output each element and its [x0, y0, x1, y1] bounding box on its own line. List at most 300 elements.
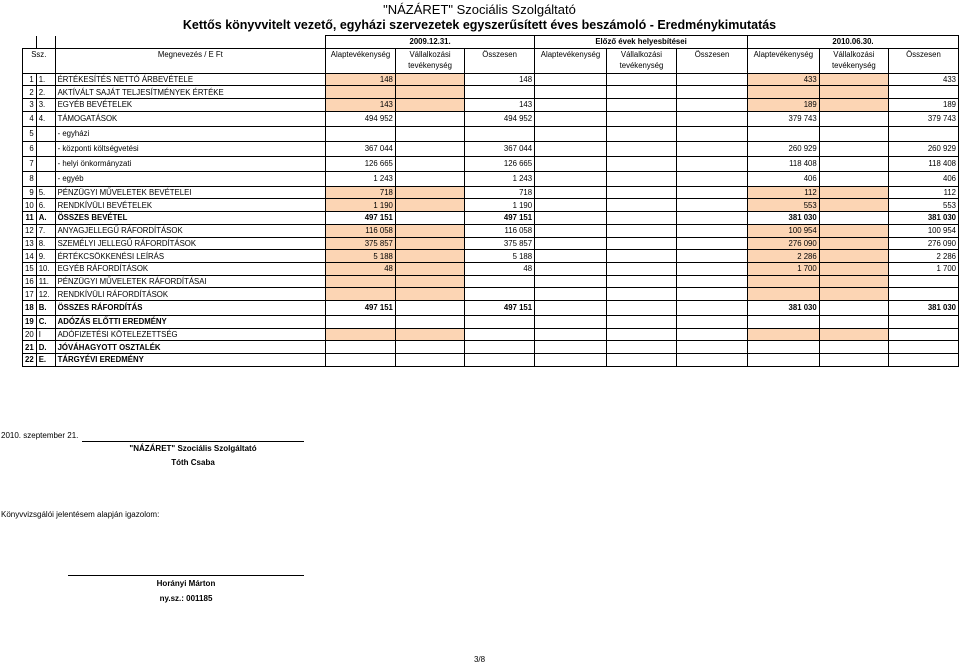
core-value-corr: [535, 212, 607, 225]
row-label: - egyházi: [55, 126, 326, 141]
table-row: [23, 250, 959, 263]
total-value-corr: [677, 199, 748, 212]
core-value-corr: [535, 315, 607, 328]
table-row: [23, 199, 959, 212]
table-row: [23, 126, 959, 141]
report-title: Kettős könyvvitelt vezető, egyházi szervezetek egyszerűsített éves beszámoló - Eredménykimutatás: [182, 18, 777, 32]
row-label: RENDKÍVÜLI RÁFORDÍTÁSOK: [55, 288, 326, 301]
business-value-2009: [395, 141, 464, 156]
business-value-2010: [819, 199, 888, 212]
business-value-2009: [395, 341, 464, 354]
period-2010-header: 2010.06.30.: [747, 36, 958, 49]
business-value-2010: [819, 99, 888, 112]
business-value-corr: [606, 156, 676, 171]
total-value-2009: 5 188: [465, 250, 535, 263]
row-number: 9: [23, 186, 37, 199]
total-value-2009: 497 151: [465, 212, 535, 225]
business-value-2009: [395, 224, 464, 237]
total-value-2010: [889, 288, 959, 301]
row-code: 9.: [36, 250, 55, 263]
total-value-2010: 406: [889, 171, 959, 186]
core-value-corr: [535, 99, 607, 112]
business-value-corr: [606, 199, 676, 212]
core-value-2009: 367 044: [326, 141, 396, 156]
core-value-corr: [535, 328, 607, 341]
row-label: TÁRGYÉVI EREDMÉNY: [55, 354, 326, 367]
table-row: [23, 275, 959, 288]
row-code: 11.: [36, 275, 55, 288]
table-row: [23, 156, 959, 171]
core-value-2009: [326, 354, 396, 367]
row-label: - egyéb: [55, 171, 326, 186]
row-code: 8.: [36, 237, 55, 250]
table-row: [23, 354, 959, 367]
business-value-2009: [395, 354, 464, 367]
core-value-2009: 1 243: [326, 171, 396, 186]
business-value-2010: [819, 237, 888, 250]
total-value-corr: [677, 156, 748, 171]
business-value-2009: [395, 315, 464, 328]
business-value-2009: [395, 199, 464, 212]
core-value-2010: [747, 86, 819, 99]
business-value-2010: [819, 288, 888, 301]
business-value-2010: [819, 186, 888, 199]
row-code: D.: [36, 341, 55, 354]
total-value-2010: [889, 354, 959, 367]
total-value-corr: [677, 171, 748, 186]
business-value-corr: [606, 186, 676, 199]
core-value-2010: 406: [747, 171, 819, 186]
core-value-2010: [747, 288, 819, 301]
business-value-corr: [606, 288, 676, 301]
core-value-2010: 553: [747, 199, 819, 212]
table-row: [23, 186, 959, 199]
total-value-corr: [677, 275, 748, 288]
total-value-2010: 260 929: [889, 141, 959, 156]
total-value-corr: [677, 288, 748, 301]
core-value-2009: 497 151: [326, 212, 396, 225]
business-value-corr: [606, 73, 676, 86]
row-number: 22: [23, 354, 37, 367]
col-core-2: Alaptevékenység: [535, 48, 607, 73]
total-value-2010: [889, 328, 959, 341]
core-value-2009: [326, 328, 396, 341]
col-business-2: Vállalkozási tevékenység: [606, 48, 676, 73]
business-value-2010: [819, 354, 888, 367]
total-value-2009: [465, 275, 535, 288]
total-value-2010: 112: [889, 186, 959, 199]
business-value-2009: [395, 156, 464, 171]
core-value-corr: [535, 354, 607, 367]
business-value-2010: [819, 86, 888, 99]
total-value-2010: 2 286: [889, 250, 959, 263]
core-value-2010: 2 286: [747, 250, 819, 263]
core-value-corr: [535, 111, 607, 126]
total-value-2009: 367 044: [465, 141, 535, 156]
total-value-corr: [677, 86, 748, 99]
row-number: 4: [23, 111, 37, 126]
business-value-2010: [819, 341, 888, 354]
row-code: 12.: [36, 288, 55, 301]
total-value-corr: [677, 99, 748, 112]
business-value-2010: [819, 156, 888, 171]
core-value-2009: 375 857: [326, 237, 396, 250]
core-value-2009: 5 188: [326, 250, 396, 263]
row-code: C.: [36, 315, 55, 328]
row-label: - helyi önkormányzati: [55, 156, 326, 171]
row-number: 14: [23, 250, 37, 263]
row-number: 8: [23, 171, 37, 186]
core-value-2009: 143: [326, 99, 396, 112]
business-value-corr: [606, 275, 676, 288]
page-number: 3/8: [473, 655, 486, 664]
total-value-2009: 494 952: [465, 111, 535, 126]
row-number: 13: [23, 237, 37, 250]
core-value-2010: [747, 126, 819, 141]
total-value-2009: 143: [465, 99, 535, 112]
table-row: [23, 99, 959, 112]
core-value-corr: [535, 199, 607, 212]
row-code: 6.: [36, 199, 55, 212]
business-value-corr: [606, 99, 676, 112]
business-value-2009: [395, 111, 464, 126]
business-value-2010: [819, 315, 888, 328]
col-ssz-header: Ssz.: [23, 48, 56, 73]
row-code: [36, 126, 55, 141]
row-code: B.: [36, 300, 55, 315]
period-2009-header: 2009.12.31.: [326, 36, 535, 49]
business-value-corr: [606, 315, 676, 328]
total-value-2009: [465, 86, 535, 99]
core-value-2009: [326, 288, 396, 301]
signature-date: 2010. szeptember 21.: [1, 431, 79, 440]
col-core-1: Alaptevékenység: [326, 48, 396, 73]
row-code: 2.: [36, 86, 55, 99]
row-number: 3: [23, 99, 37, 112]
total-value-2010: [889, 275, 959, 288]
core-value-2009: [326, 86, 396, 99]
table-row: [23, 141, 959, 156]
total-value-corr: [677, 328, 748, 341]
total-value-corr: [677, 224, 748, 237]
core-value-corr: [535, 250, 607, 263]
row-label: JÓVÁHAGYOTT OSZTALÉK: [55, 341, 326, 354]
signature-organization: "NÁZÁRET" Szociális Szolgáltató: [129, 444, 257, 453]
core-value-2010: 433: [747, 73, 819, 86]
total-value-corr: [677, 126, 748, 141]
signature-line: [82, 441, 304, 442]
row-label: ÉRTÉKESÍTÉS NETTÓ ÁRBEVÉTELE: [55, 73, 326, 86]
table-row: [23, 224, 959, 237]
business-value-2009: [395, 186, 464, 199]
auditor-name: Horányi Márton: [156, 579, 216, 588]
row-number: 7: [23, 156, 37, 171]
total-value-corr: [677, 300, 748, 315]
core-value-2010: 118 408: [747, 156, 819, 171]
row-label: PÉNZÜGYI MŰVELETEK RÁFORDÍTÁSAI: [55, 275, 326, 288]
row-label: EGYÉB BEVÉTELEK: [55, 99, 326, 112]
core-value-corr: [535, 300, 607, 315]
business-value-2009: [395, 171, 464, 186]
row-label: ADÓZÁS ELŐTTI EREDMÉNY: [55, 315, 326, 328]
core-value-corr: [535, 141, 607, 156]
core-value-2010: [747, 315, 819, 328]
organization-title: "NÁZÁRET" Szociális Szolgáltató: [383, 2, 576, 17]
table-row: [23, 111, 959, 126]
row-number: 12: [23, 224, 37, 237]
row-label: ÉRTÉKCSÖKKENÉSI LEÍRÁS: [55, 250, 326, 263]
core-value-corr: [535, 156, 607, 171]
row-code: 3.: [36, 99, 55, 112]
total-value-2010: 553: [889, 199, 959, 212]
business-value-2009: [395, 300, 464, 315]
business-value-2010: [819, 300, 888, 315]
row-number: 17: [23, 288, 37, 301]
core-value-corr: [535, 73, 607, 86]
total-value-2010: [889, 126, 959, 141]
business-value-2009: [395, 275, 464, 288]
business-value-corr: [606, 354, 676, 367]
row-code: 5.: [36, 186, 55, 199]
row-label: PÉNZÜGYI MŰVELETEK BEVÉTELEI: [55, 186, 326, 199]
core-value-2010: 260 929: [747, 141, 819, 156]
table-row: [23, 315, 959, 328]
total-value-2010: [889, 341, 959, 354]
signatory-name: Tóth Csaba: [171, 458, 215, 467]
row-code: [36, 156, 55, 171]
total-value-2009: 126 665: [465, 156, 535, 171]
total-value-2009: 1 243: [465, 171, 535, 186]
row-number: 16: [23, 275, 37, 288]
row-code: [36, 171, 55, 186]
row-number: 11: [23, 212, 37, 225]
row-number: 5: [23, 126, 37, 141]
core-value-2010: [747, 328, 819, 341]
row-number: 15: [23, 262, 37, 275]
row-code: I: [36, 328, 55, 341]
core-value-corr: [535, 171, 607, 186]
business-value-2009: [395, 237, 464, 250]
core-value-2010: [747, 275, 819, 288]
core-value-2009: 48: [326, 262, 396, 275]
core-value-corr: [535, 262, 607, 275]
total-value-2010: 433: [889, 73, 959, 86]
core-value-2010: 381 030: [747, 300, 819, 315]
business-value-2010: [819, 212, 888, 225]
business-value-2009: [395, 212, 464, 225]
auditor-registration: ny.sz.: 001185: [159, 594, 213, 603]
business-value-2009: [395, 126, 464, 141]
business-value-corr: [606, 341, 676, 354]
total-value-2009: [465, 288, 535, 301]
row-code: 10.: [36, 262, 55, 275]
total-value-2009: [465, 315, 535, 328]
row-code: E.: [36, 354, 55, 367]
total-value-2010: [889, 315, 959, 328]
business-value-2010: [819, 275, 888, 288]
total-value-corr: [677, 111, 748, 126]
total-value-2009: [465, 354, 535, 367]
table-row: [23, 288, 959, 301]
business-value-corr: [606, 250, 676, 263]
business-value-2009: [395, 328, 464, 341]
core-value-2010: 112: [747, 186, 819, 199]
business-value-corr: [606, 126, 676, 141]
business-value-2010: [819, 126, 888, 141]
table-row: [23, 341, 959, 354]
business-value-corr: [606, 262, 676, 275]
business-value-2009: [395, 99, 464, 112]
auditor-note: Könyvvizsgálói jelentésem alapján igazolom:: [1, 510, 160, 519]
row-label: EGYÉB RÁFORDÍTÁSOK: [55, 262, 326, 275]
row-code: 1.: [36, 73, 55, 86]
total-value-corr: [677, 141, 748, 156]
core-value-corr: [535, 224, 607, 237]
row-label: SZEMÉLYI JELLEGŰ RÁFORDÍTÁSOK: [55, 237, 326, 250]
auditor-signature-line: [68, 575, 304, 576]
col-core-3: Alaptevékenység: [747, 48, 819, 73]
business-value-2010: [819, 250, 888, 263]
business-value-corr: [606, 141, 676, 156]
total-value-2009: 116 058: [465, 224, 535, 237]
business-value-2010: [819, 73, 888, 86]
total-value-2009: 375 857: [465, 237, 535, 250]
col-total-3: Összesen: [889, 48, 959, 73]
table-row: [23, 212, 959, 225]
business-value-2009: [395, 262, 464, 275]
business-value-corr: [606, 224, 676, 237]
total-value-corr: [677, 315, 748, 328]
total-value-2009: 1 190: [465, 199, 535, 212]
total-value-2009: 48: [465, 262, 535, 275]
col-name-header: Megnevezés / E Ft: [55, 48, 326, 73]
table-row: [23, 328, 959, 341]
col-business-1: Vállalkozási tevékenység: [395, 48, 464, 73]
core-value-2009: 126 665: [326, 156, 396, 171]
row-number: 2: [23, 86, 37, 99]
total-value-2010: [889, 86, 959, 99]
total-value-2009: 718: [465, 186, 535, 199]
business-value-2010: [819, 328, 888, 341]
total-value-2010: 189: [889, 99, 959, 112]
business-value-corr: [606, 86, 676, 99]
core-value-corr: [535, 341, 607, 354]
core-value-corr: [535, 288, 607, 301]
table-row: [23, 171, 959, 186]
business-value-2010: [819, 141, 888, 156]
row-label: ÖSSZES BEVÉTEL: [55, 212, 326, 225]
core-value-2009: [326, 126, 396, 141]
total-value-2009: [465, 328, 535, 341]
total-value-2010: 276 090: [889, 237, 959, 250]
row-number: 10: [23, 199, 37, 212]
business-value-2010: [819, 224, 888, 237]
row-code: A.: [36, 212, 55, 225]
business-value-corr: [606, 328, 676, 341]
core-value-2010: 100 954: [747, 224, 819, 237]
total-value-2010: 100 954: [889, 224, 959, 237]
total-value-2010: 379 743: [889, 111, 959, 126]
row-label: RENDKÍVÜLI BEVÉTELEK: [55, 199, 326, 212]
row-label: ANYAGJELLEGŰ RÁFORDÍTÁSOK: [55, 224, 326, 237]
business-value-2010: [819, 111, 888, 126]
total-value-corr: [677, 250, 748, 263]
row-number: 1: [23, 73, 37, 86]
total-value-corr: [677, 212, 748, 225]
col-total-1: Összesen: [465, 48, 535, 73]
business-value-corr: [606, 171, 676, 186]
business-value-2010: [819, 171, 888, 186]
business-value-2009: [395, 288, 464, 301]
row-number: 18: [23, 300, 37, 315]
total-value-2010: 381 030: [889, 300, 959, 315]
row-code: 7.: [36, 224, 55, 237]
row-number: 6: [23, 141, 37, 156]
row-number: 21: [23, 341, 37, 354]
table-row: [23, 73, 959, 86]
business-value-2009: [395, 250, 464, 263]
table-row: [23, 237, 959, 250]
row-label: AKTÍVÁLT SAJÁT TELJESÍTMÉNYEK ÉRTÉKE: [55, 86, 326, 99]
total-value-2009: [465, 126, 535, 141]
core-value-corr: [535, 186, 607, 199]
row-label: TÁMOGATÁSOK: [55, 111, 326, 126]
core-value-2009: 494 952: [326, 111, 396, 126]
row-number: 20: [23, 328, 37, 341]
business-value-2009: [395, 86, 464, 99]
total-value-2010: 1 700: [889, 262, 959, 275]
core-value-2009: [326, 315, 396, 328]
core-value-2010: [747, 354, 819, 367]
core-value-2010: 1 700: [747, 262, 819, 275]
core-value-2010: 381 030: [747, 212, 819, 225]
core-value-2010: 189: [747, 99, 819, 112]
row-code: [36, 141, 55, 156]
business-value-corr: [606, 300, 676, 315]
core-value-2009: [326, 275, 396, 288]
core-value-2009: [326, 341, 396, 354]
row-code: 4.: [36, 111, 55, 126]
core-value-2010: 379 743: [747, 111, 819, 126]
total-value-corr: [677, 186, 748, 199]
total-value-corr: [677, 73, 748, 86]
row-label: - központi költségvetési: [55, 141, 326, 156]
core-value-2009: 148: [326, 73, 396, 86]
total-value-2009: 148: [465, 73, 535, 86]
total-value-2010: 381 030: [889, 212, 959, 225]
core-value-2009: 1 190: [326, 199, 396, 212]
core-value-2009: 116 058: [326, 224, 396, 237]
business-value-corr: [606, 111, 676, 126]
business-value-2009: [395, 73, 464, 86]
col-total-2: Összesen: [677, 48, 748, 73]
business-value-corr: [606, 212, 676, 225]
row-label: ADÓFIZETÉSI KÖTELEZETTSÉG: [55, 328, 326, 341]
period-corrections-header: Előző évek helyesbítései: [535, 36, 748, 49]
core-value-2009: 497 151: [326, 300, 396, 315]
core-value-corr: [535, 275, 607, 288]
core-value-2010: [747, 341, 819, 354]
table-row: [23, 262, 959, 275]
income-statement-table: [22, 35, 959, 367]
business-value-2010: [819, 262, 888, 275]
row-label: ÖSSZES RÁFORDÍTÁS: [55, 300, 326, 315]
core-value-corr: [535, 86, 607, 99]
col-business-3: Vállalkozási tevékenység: [819, 48, 888, 73]
row-number: 19: [23, 315, 37, 328]
total-value-corr: [677, 237, 748, 250]
core-value-2010: 276 090: [747, 237, 819, 250]
